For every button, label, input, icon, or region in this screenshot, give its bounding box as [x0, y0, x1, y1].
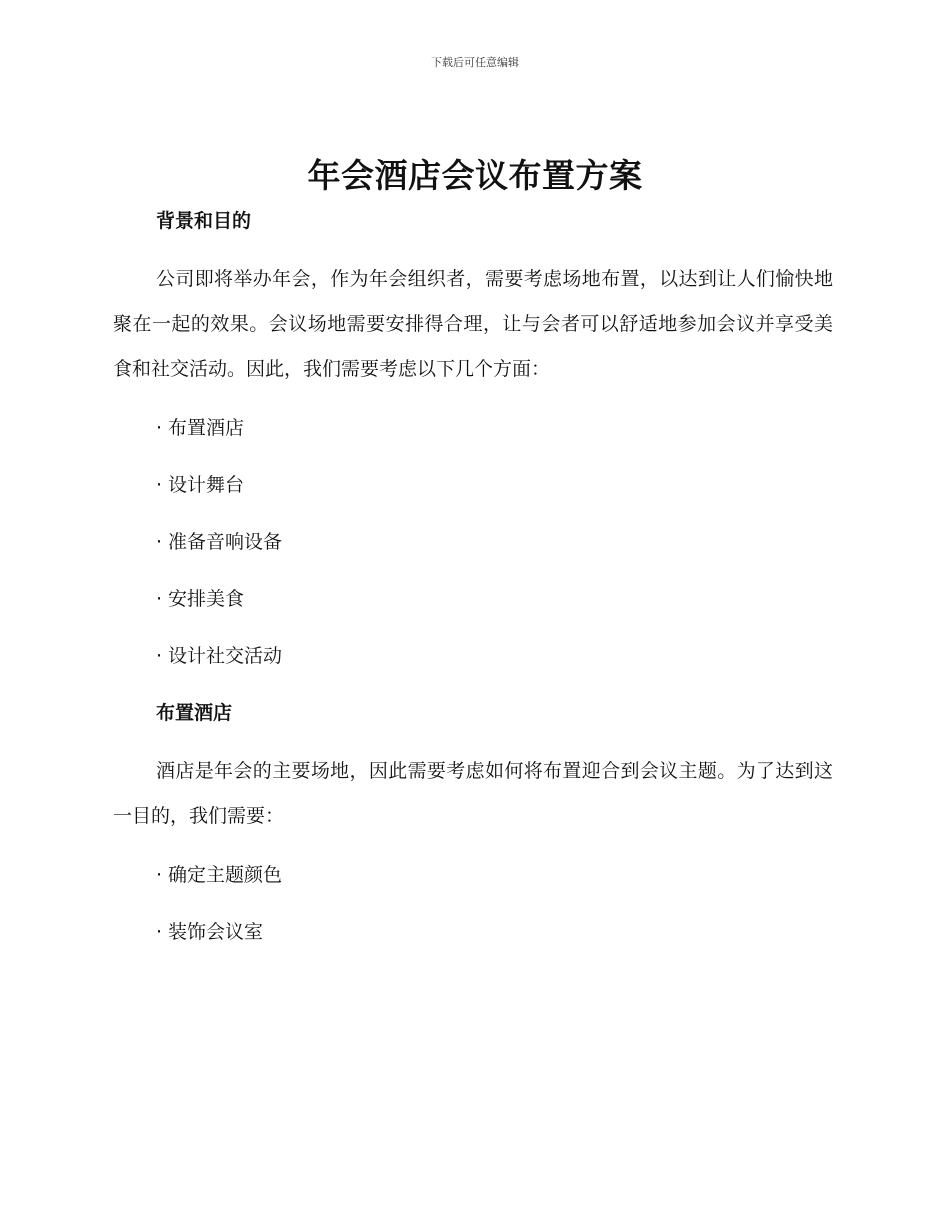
list-item — [113, 583, 833, 615]
list-item-label: 准备音响设备 — [168, 531, 283, 553]
bullet-dot: · — [156, 921, 163, 943]
bullet-dot: · — [156, 531, 163, 553]
list-item-label: 布置酒店 — [168, 417, 245, 439]
section-heading-background: 背景和目的 — [156, 210, 252, 232]
list-item — [113, 640, 833, 672]
header-note: 下载后可任意编辑 — [431, 56, 519, 69]
bullet-dot: · — [156, 645, 163, 667]
section-paragraph-background: 公司即将举办年会，作为年会组织者，需要考虑场地布置，以达到让人们愉快地聚在一起的效果。会议场地需要安排得合理，让与会者可以舒适地参加会议并享受美食和社交活动。因此，我们需要考虑以下几个方面： — [113, 268, 833, 380]
list-item-label: 确定主题颜色 — [168, 864, 283, 886]
list-item-label: 设计社交活动 — [168, 645, 283, 667]
list-item — [113, 526, 833, 558]
bullet-dot: · — [156, 588, 163, 610]
list-item-label: 设计舞台 — [168, 474, 245, 496]
bullet-dot: · — [156, 474, 163, 496]
section-heading-hotel: 布置酒店 — [156, 702, 233, 724]
bullet-dot: · — [156, 417, 163, 439]
document-body — [113, 205, 833, 973]
list-item — [113, 859, 833, 891]
document-title: 年会酒店会议布置方案 — [307, 156, 643, 195]
list-item — [113, 469, 833, 501]
list-item — [113, 916, 833, 948]
list-item — [113, 412, 833, 444]
list-item-label: 装饰会议室 — [168, 921, 264, 943]
bullet-dot: · — [156, 864, 163, 886]
list-item-label: 安排美食 — [168, 588, 245, 610]
section-paragraph-hotel: 酒店是年会的主要场地，因此需要考虑如何将布置迎合到会议主题。为了达到这一目的，我们需要： — [113, 760, 833, 827]
